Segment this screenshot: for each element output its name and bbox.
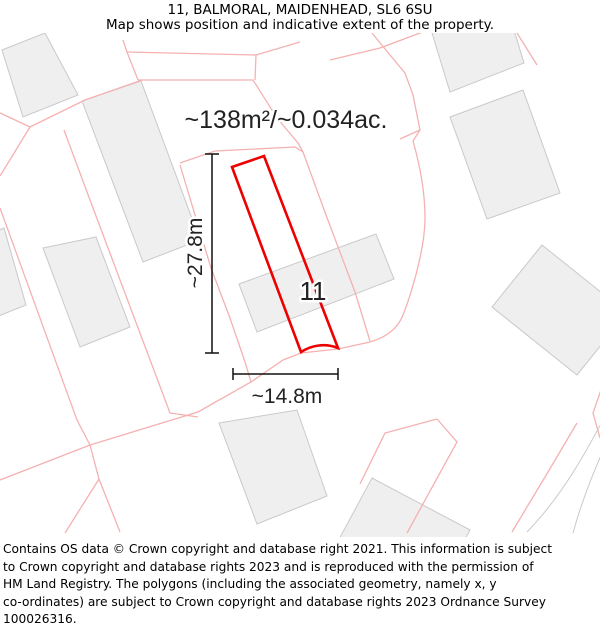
- building: [43, 237, 130, 347]
- footer-line: Contains OS data © Crown copyright and database right 2021. This information is subject: [3, 542, 552, 556]
- building: [450, 90, 560, 219]
- footer-line: to Crown copyright and database rights 2023 and is reproduced with the permission of: [3, 559, 534, 574]
- depth-dimension: [184, 154, 219, 353]
- footpath-line: [527, 418, 600, 532]
- building: [2, 33, 78, 117]
- parcel-line: [360, 419, 437, 484]
- footpath-lines: [527, 418, 600, 533]
- footpath-line: [573, 442, 600, 533]
- parcel-line: [127, 42, 300, 55]
- building: [492, 245, 600, 375]
- parcel-line: [0, 127, 30, 176]
- parcel-line: [65, 479, 99, 533]
- width-dimension-label: ~14.8m: [251, 385, 323, 408]
- parcel-line: [255, 55, 256, 80]
- page-title: 11, BALMORAL, MAIDENHEAD, SL6 6SU: [167, 2, 433, 18]
- parcel-line: [90, 445, 120, 532]
- parcel-line: [123, 40, 138, 80]
- parcel-line: [180, 147, 303, 163]
- copyright-footer: [0, 537, 600, 625]
- parcel-line: [512, 423, 577, 532]
- parcel-line: [330, 30, 428, 60]
- buildings: [0, 4, 600, 608]
- area-label: ~138m²/~0.034ac.: [184, 106, 388, 134]
- footer-line: co-ordinates) are subject to Crown copyright and database rights 2023 Ordnance Survey: [3, 594, 546, 609]
- plot-number-label: 11: [299, 276, 327, 306]
- parcel-line: [593, 390, 600, 438]
- page-subtitle: Map shows position and indicative extent of the property.: [105, 17, 495, 33]
- footer-line: 100026316.: [3, 612, 77, 626]
- building: [219, 410, 327, 524]
- width-dimension: [233, 368, 338, 408]
- footer-line: HM Land Registry. The polygons (including the associated geometry, namely x, y: [3, 577, 497, 591]
- depth-dimension-label: ~27.8m: [184, 217, 207, 289]
- page-header: [0, 0, 600, 33]
